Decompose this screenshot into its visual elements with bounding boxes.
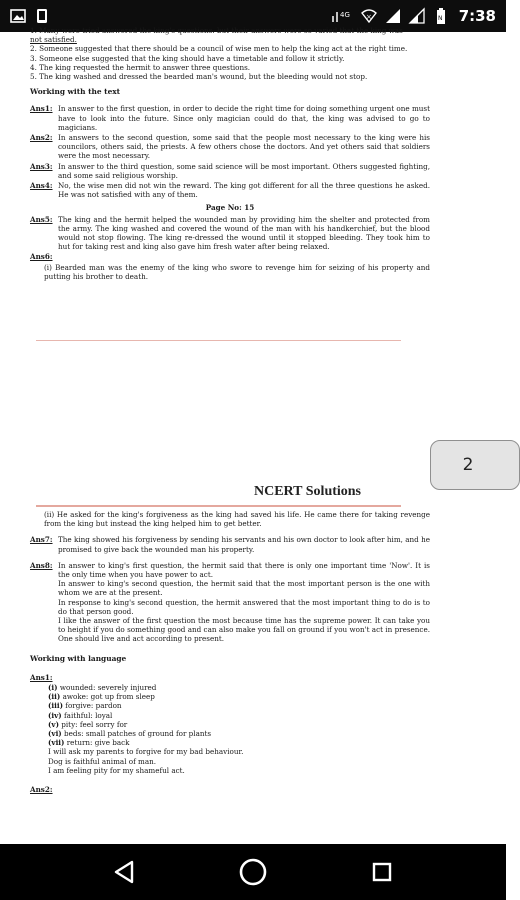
image-notification-icon [10, 8, 26, 24]
answer-7 [30, 535, 430, 553]
page-divider [36, 340, 401, 341]
recent-apps-button[interactable] [362, 852, 402, 892]
language-answer-2 [30, 785, 430, 794]
signal-icon [385, 8, 401, 24]
intro-line: 4. The king requested the hermit to answer three questions. [30, 62, 251, 72]
answer-5 [30, 215, 430, 252]
vocab-item: (v) pity: feel sorry for [48, 719, 128, 729]
home-button[interactable] [233, 852, 273, 892]
answer-6 [30, 252, 430, 261]
page-number-badge[interactable] [430, 440, 520, 490]
answer-label: Ans5: [30, 214, 53, 224]
answer-paragraph: In answer to king's second question, the hermit said that the most important person is the one with whom we are at the present. [58, 579, 430, 598]
page-one [30, 26, 430, 281]
recent-apps-square-icon [371, 861, 393, 883]
vocab-item: (vii) return: give back [48, 738, 130, 748]
answer-4 [30, 181, 430, 199]
answer-label: Ans6: [30, 252, 53, 262]
example-sentence: Dog is faithful animal of man. [48, 756, 157, 766]
answer-6-part-ii: (ii) He asked for the king's forgiveness as the king had saved his life. He came there for taking revenge from the king but instead the king helped him to get better. [44, 510, 430, 529]
page-number-label: Page No: 15 [205, 203, 255, 213]
header-divider [36, 505, 401, 507]
answer-label: Ans8: [30, 560, 53, 570]
signal-2-icon [409, 8, 425, 24]
svg-text:4G: 4G [339, 11, 350, 19]
answer-paragraph: In response to king's second question, the hermit answered that the most important thing to do is to do that person good. [58, 597, 430, 616]
intro-line: 5. The king washed and dressed the bearded man's wound, but the bleeding would not stop. [30, 72, 368, 82]
document-viewer[interactable] [0, 26, 506, 844]
answer-paragraph: I like the answer of the first question the most because time has the supreme power. It can take you to height if you do something good and can also make you fall on ground if you won't act in presence. One should live and act according to present. [58, 616, 430, 644]
clock: 7:38 [458, 7, 496, 25]
answer-text: In answer to the first question, in order to decide the right time for doing something urgent one must have to look into the future. Since only magician could do that, the king was advised to go to magicians. [58, 104, 430, 132]
answer-label: Ans2: [30, 133, 53, 143]
phone-notification-icon [34, 8, 50, 24]
answer-label: Ans7: [30, 535, 53, 545]
answer-text: In answer to the third question, some said science will be most important. Others suggested fighting, and some said religious worship. [58, 161, 430, 180]
vocab-item: (iii) forgive: pardon [48, 701, 122, 711]
vocab-item: (vi) beds: small patches of ground for plants [48, 729, 212, 739]
svg-text:N: N [437, 15, 443, 22]
answer-text: In answers to the second question, some said that the people most necessary to the king were his councilors, others said, the priests. A few others chose the doctors. And yet others said that soldiers were the most necessary. [58, 133, 430, 161]
back-button[interactable] [104, 852, 144, 892]
answer-paragraph: In answer to king's first question, the hermit said that there is only one important time 'Now'. It is the only time when you have power to act. [58, 560, 430, 580]
battery-icon [433, 8, 449, 24]
page-two [30, 510, 430, 795]
section-heading: Working with language [30, 653, 127, 663]
intro-line: 2. Someone suggested that there should be a council of wise men to help the king act at the right time. [30, 44, 408, 54]
intro-line: not satisfied. [30, 35, 77, 45]
answer-6-part-i: (i) Bearded man was the enemy of the king who swore to revenge him for seizing of his property and putting his brother to death. [44, 262, 430, 281]
vocab-item: (ii) awoke: got up from sleep [48, 692, 155, 702]
example-sentence: I am feeling pity for my shameful act. [48, 765, 185, 775]
page-header-title: NCERT Solutions [254, 484, 362, 499]
answer-label: Ans1: [30, 672, 53, 682]
answer-text: No, the wise men did not win the reward. The king got different for all the three questions he asked. He was not satisfied with any of them. [58, 181, 430, 200]
answer-text: The king showed his forgiveness by sending his servants and his own doctor to look after him, and he promised to give back the wounded man his property. [58, 535, 430, 554]
network-data-icon [331, 8, 353, 24]
answer-label: Ans2: [30, 785, 53, 795]
answer-1 [30, 104, 430, 132]
back-triangle-icon [113, 860, 135, 884]
intro-line: 1. Many were tried answered the king's questions. but their answers were so varied that the king was [30, 26, 403, 35]
home-circle-icon [238, 857, 268, 887]
wifi-no-internet-icon [361, 8, 377, 24]
navigation-bar [0, 844, 506, 900]
svg-text:×: × [365, 13, 372, 21]
answer-8 [30, 561, 430, 644]
vocab-item: (i) wounded: severely injured [48, 683, 157, 693]
page-number: 2 [462, 455, 474, 475]
vocab-item: (iv) faithful: loyal [48, 710, 113, 720]
language-answer-1 [30, 673, 430, 682]
example-sentence: I will ask my parents to forgive for my bad behaviour. [48, 747, 244, 757]
answer-3 [30, 162, 430, 180]
answer-2 [30, 133, 430, 161]
answer-label: Ans3: [30, 161, 53, 171]
answer-text: The king and the hermit helped the wounded man by providing him the shelter and protected from the army. The king washed and covered the wound of the man with his handkerchief, but the blood would not stop flowing. The king re-dressed the wound until it stopped bleeding. They took him to hut for taking rest and king also gave him fresh water after being relaxed. [58, 214, 430, 252]
answer-label: Ans4: [30, 181, 53, 191]
section-heading: Working with the text [30, 87, 121, 97]
answer-label: Ans1: [30, 104, 53, 114]
intro-line: 3. Someone else suggested that the king should have a timetable and follow it strictly. [30, 53, 345, 63]
